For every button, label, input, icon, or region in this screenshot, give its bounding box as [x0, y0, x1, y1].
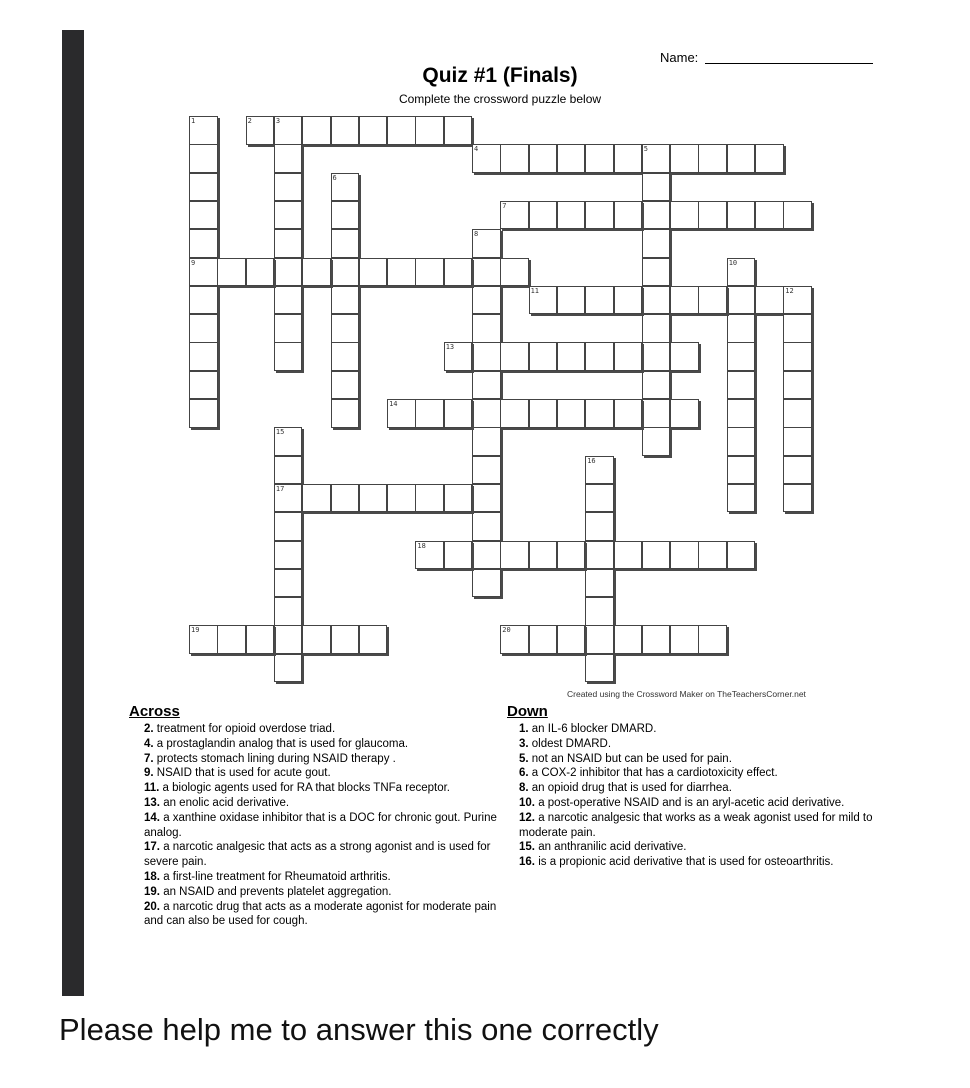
clue-item-number: 7. — [144, 752, 154, 765]
crossword-cell[interactable] — [727, 314, 756, 343]
crossword-cell[interactable] — [331, 399, 360, 428]
page-subtitle: Complete the crossword puzzle below — [398, 92, 602, 106]
crossword-cell[interactable] — [359, 258, 388, 287]
crossword-cell[interactable] — [727, 201, 756, 230]
clue-item — [144, 781, 499, 796]
clue-item-text: an NSAID and prevents platelet aggregation. — [160, 885, 392, 898]
crossword-cell[interactable] — [359, 484, 388, 513]
crossword-cell[interactable] — [387, 258, 416, 287]
down-heading: Down — [507, 703, 548, 720]
crossword-cell[interactable] — [698, 144, 727, 173]
crossword-cell[interactable] — [642, 173, 671, 202]
crossword-cell[interactable] — [500, 258, 529, 287]
crossword-cell[interactable] — [415, 258, 444, 287]
crossword-cell[interactable] — [415, 484, 444, 513]
clue-item-number: 14. — [144, 811, 160, 824]
crossword-cell[interactable] — [585, 569, 614, 598]
clue-item-number: 1. — [519, 723, 529, 735]
crossword-cell[interactable] — [274, 258, 303, 287]
crossword-cell[interactable] — [331, 286, 360, 315]
clue-item-number: 8. — [519, 782, 529, 795]
crossword-cell[interactable] — [698, 541, 727, 570]
clue-item-text: a narcotic analgesic that acts as a strong agonist and is used for severe pain. — [144, 841, 491, 869]
clue-item-text: an opioid drug that is used for diarrhea. — [528, 782, 732, 795]
crossword-cell[interactable] — [359, 116, 388, 145]
clue-item — [519, 855, 874, 870]
clue-number: 14 — [389, 400, 398, 408]
clue-item — [519, 781, 874, 796]
clue-item-number: 2. — [144, 723, 154, 735]
crossword-cell[interactable] — [302, 116, 331, 145]
crossword-cell[interactable] — [331, 173, 360, 202]
crossword-cell[interactable] — [585, 484, 614, 513]
crossword-cell[interactable] — [274, 569, 303, 598]
crossword-cell[interactable] — [274, 342, 303, 371]
crossword-cell[interactable] — [472, 399, 501, 428]
crossword-cell[interactable] — [217, 258, 246, 287]
clue-item-number: 11. — [144, 782, 160, 795]
clue-number: 13 — [445, 343, 455, 352]
clue-item-text: not an NSAID but can be used for pain. — [528, 752, 732, 765]
crossword-cell[interactable] — [331, 201, 360, 230]
crossword-cell[interactable] — [614, 342, 643, 371]
crossword-cell[interactable] — [472, 456, 501, 485]
crossword-cell[interactable] — [529, 625, 558, 654]
crossword-cell[interactable] — [642, 314, 671, 343]
crossword-cell[interactable] — [670, 541, 699, 570]
crossword-cell[interactable] — [500, 625, 529, 654]
crossword-cell[interactable] — [444, 399, 473, 428]
clue-item-number: 17. — [144, 841, 160, 854]
crossword-cell[interactable] — [585, 512, 614, 541]
clue-number: 8 — [474, 230, 479, 239]
crossword-cell[interactable] — [727, 144, 756, 173]
clue-number: 15 — [275, 428, 285, 437]
clue-item-text: an anthranilic acid derivative. — [535, 841, 687, 854]
clue-number: 9 — [191, 258, 196, 267]
crossword-cell[interactable] — [472, 286, 501, 315]
crossword-cell[interactable] — [472, 144, 501, 173]
clue-item — [519, 737, 874, 752]
crossword-cell[interactable] — [274, 201, 303, 230]
crossword-cell[interactable] — [274, 286, 303, 315]
crossword-cell[interactable] — [472, 569, 501, 598]
crossword-cell[interactable] — [472, 427, 501, 456]
crossword-cell[interactable] — [331, 314, 360, 343]
crossword-cell[interactable] — [444, 484, 473, 513]
crossword-cell[interactable] — [472, 484, 501, 513]
crossword-cell[interactable] — [642, 229, 671, 258]
crossword-cell[interactable] — [670, 201, 699, 230]
crossword-cell[interactable] — [529, 201, 558, 230]
clue-item — [144, 870, 499, 885]
clue-item-text: a first-line treatment for Rheumatoid arthritis. — [160, 870, 391, 883]
crossword-cell[interactable] — [274, 512, 303, 541]
clue-number: 18 — [417, 541, 426, 550]
crossword-cell[interactable] — [670, 399, 699, 428]
crossword-cell[interactable] — [246, 258, 275, 287]
crossword-cell[interactable] — [783, 342, 812, 371]
clue-number: 2 — [247, 117, 252, 125]
crossword-cell[interactable] — [585, 456, 614, 485]
clue-item-text: a COX-2 inhibitor that has a cardiotoxicity effect. — [528, 767, 778, 780]
crossword-cell[interactable] — [614, 399, 643, 428]
crossword-cell[interactable] — [642, 201, 671, 230]
crossword-cell[interactable] — [783, 484, 812, 513]
crossword-cell[interactable] — [500, 201, 529, 230]
crossword-cell[interactable] — [755, 286, 784, 315]
crossword-cell[interactable] — [557, 144, 586, 173]
clue-item-text: a narcotic analgesic that works as a weak agonist used for mild to moderate pain. — [519, 811, 873, 839]
crossword-cell[interactable] — [614, 201, 643, 230]
crossword-cell[interactable] — [698, 625, 727, 654]
crossword-cell[interactable] — [472, 314, 501, 343]
clue-item-number: 13. — [144, 796, 160, 809]
clue-item — [144, 900, 499, 930]
clue-number: 12 — [785, 286, 794, 295]
clue-number: 5 — [643, 145, 649, 154]
clue-item — [144, 766, 499, 781]
crossword-cell[interactable] — [585, 654, 614, 683]
crossword-cell[interactable] — [302, 625, 331, 654]
crossword-cell[interactable] — [529, 286, 558, 315]
clue-item-number: 10. — [519, 796, 535, 809]
crossword-cell[interactable] — [444, 342, 473, 371]
clue-item-text: NSAID that is used for acute gout. — [153, 767, 331, 780]
clue-item-text: an enolic acid derivative. — [160, 796, 290, 809]
crossword-cell[interactable] — [274, 173, 303, 202]
clue-item — [519, 722, 874, 737]
crossword-cell[interactable] — [302, 484, 331, 513]
crossword-cell[interactable] — [783, 399, 812, 428]
question-text: Please help me to answer this one correctly — [59, 1012, 659, 1047]
crossword-cell[interactable] — [189, 625, 218, 654]
crossword-cell[interactable] — [444, 258, 473, 287]
crossword-cell[interactable] — [500, 144, 529, 173]
clue-number: 16 — [587, 456, 596, 465]
crossword-cell[interactable] — [783, 314, 812, 343]
crossword-cell[interactable] — [387, 484, 416, 513]
crossword-cell[interactable] — [585, 399, 614, 428]
crossword-cell[interactable] — [302, 258, 331, 287]
crossword-cell[interactable] — [274, 314, 303, 343]
crossword-cell[interactable] — [642, 625, 671, 654]
clue-item-text: a biologic agents used for RA that blocks TNFa receptor. — [159, 782, 450, 795]
crossword-cell[interactable] — [274, 625, 303, 654]
crossword-cell[interactable] — [783, 456, 812, 485]
crossword-cell[interactable] — [472, 371, 501, 400]
crossword-cell[interactable] — [189, 314, 218, 343]
crossword-cell[interactable] — [274, 116, 303, 145]
crossword-cell[interactable] — [274, 484, 303, 513]
crossword-cell[interactable] — [189, 286, 218, 315]
crossword-cell[interactable] — [642, 541, 671, 570]
clue-item — [144, 811, 499, 841]
credit-text: Created using the Crossword Maker on TheTeachersCorner.net — [567, 689, 806, 699]
crossword-cell[interactable] — [189, 173, 218, 202]
crossword-cell[interactable] — [246, 625, 275, 654]
crossword-cell[interactable] — [189, 201, 218, 230]
crossword-cell[interactable] — [585, 342, 614, 371]
clue-number: 7 — [502, 201, 507, 210]
clue-item-number: 15. — [519, 841, 535, 854]
clue-number: 11 — [530, 286, 540, 295]
crossword-cell[interactable] — [614, 286, 643, 315]
crossword-cell[interactable] — [727, 456, 756, 485]
crossword-cell[interactable] — [500, 399, 529, 428]
crossword-cell[interactable] — [670, 286, 699, 315]
clue-number: 17 — [275, 484, 285, 493]
clue-item-text: a xanthine oxidase inhibitor that is a DOC for chronic gout. Purine analog. — [144, 811, 497, 839]
crossword-cell[interactable] — [274, 541, 303, 570]
crossword-cell[interactable] — [585, 286, 614, 315]
clue-item — [519, 796, 874, 811]
crossword-cell[interactable] — [274, 144, 303, 173]
crossword-cell[interactable] — [670, 342, 699, 371]
clue-item-number: 12. — [519, 811, 535, 824]
crossword-cell[interactable] — [783, 371, 812, 400]
crossword-cell[interactable] — [642, 144, 671, 173]
crossword-cell[interactable] — [727, 541, 756, 570]
clue-item-number: 19. — [144, 885, 160, 898]
crossword-cell[interactable] — [444, 116, 473, 145]
crossword-cell[interactable] — [500, 342, 529, 371]
crossword-cell[interactable] — [727, 427, 756, 456]
clue-item-text: a post-operative NSAID and is an aryl-acetic acid derivative. — [535, 796, 845, 809]
crossword-cell[interactable] — [783, 201, 812, 230]
clue-item — [519, 766, 874, 781]
name-label: Name: — [660, 50, 699, 65]
crossword-cell[interactable] — [670, 144, 699, 173]
crossword-cell[interactable] — [472, 342, 501, 371]
clue-number: 3 — [275, 117, 281, 125]
crossword-cell[interactable] — [331, 625, 360, 654]
clue-item-number: 5. — [519, 752, 529, 765]
across-heading: Across — [129, 703, 180, 720]
crossword-cell[interactable] — [274, 654, 303, 683]
crossword-cell[interactable] — [755, 144, 784, 173]
crossword-cell[interactable] — [274, 456, 303, 485]
crossword-cell[interactable] — [472, 258, 501, 287]
crossword-cell[interactable] — [698, 286, 727, 315]
clue-number: 10 — [728, 258, 738, 267]
crossword-cell[interactable] — [189, 144, 218, 173]
crossword-cell[interactable] — [727, 286, 756, 315]
crossword-cell[interactable] — [331, 258, 360, 287]
crossword-cell[interactable] — [246, 116, 275, 145]
crossword-cell[interactable] — [331, 116, 360, 145]
clue-item-text: treatment for opioid overdose triad. — [153, 723, 336, 735]
clue-item-number: 18. — [144, 870, 160, 883]
crossword-cell[interactable] — [189, 399, 218, 428]
crossword-cell[interactable] — [698, 201, 727, 230]
clue-item-text: oldest DMARD. — [528, 737, 612, 750]
crossword-cell[interactable] — [614, 541, 643, 570]
clue-item-text: is a propionic acid derivative that is used for osteoarthritis. — [535, 856, 834, 869]
crossword-cell[interactable] — [274, 427, 303, 456]
clue-item — [519, 840, 874, 855]
crossword-cell[interactable] — [557, 625, 586, 654]
crossword-cell[interactable] — [585, 541, 614, 570]
clue-number: 20 — [502, 626, 511, 635]
crossword-cell[interactable] — [189, 342, 218, 371]
clue-item-number: 16. — [519, 856, 535, 869]
clue-item — [144, 885, 499, 900]
crossword-cell[interactable] — [415, 541, 444, 570]
crossword-cell[interactable] — [614, 625, 643, 654]
crossword-cell[interactable] — [727, 258, 756, 287]
clue-item-number: 4. — [144, 737, 154, 750]
crossword-cell[interactable] — [557, 541, 586, 570]
crossword-cell[interactable] — [529, 144, 558, 173]
crossword-cell[interactable] — [387, 116, 416, 145]
across-clue-list — [144, 722, 499, 929]
crossword-cell[interactable] — [444, 541, 473, 570]
clue-item — [519, 811, 874, 841]
page-title: Quiz #1 (Finals) — [422, 64, 578, 87]
crossword-cell[interactable] — [642, 342, 671, 371]
clue-item-text: a narcotic drug that acts as a moderate agonist for moderate pain and can also be used for cough. — [144, 900, 497, 928]
clue-item — [144, 722, 499, 737]
crossword-cell[interactable] — [274, 597, 303, 626]
crossword-cell[interactable] — [642, 399, 671, 428]
crossword-cell[interactable] — [472, 229, 501, 258]
clue-item-number: 6. — [519, 767, 529, 780]
crossword-cell[interactable] — [529, 541, 558, 570]
clue-number: 19 — [191, 626, 200, 635]
crossword-cell[interactable] — [670, 625, 699, 654]
crossword-cell[interactable] — [727, 484, 756, 513]
crossword-cell[interactable] — [189, 371, 218, 400]
crossword-cell[interactable] — [557, 342, 586, 371]
crossword-cell[interactable] — [642, 427, 671, 456]
crossword-cell[interactable] — [359, 625, 388, 654]
crossword-cell[interactable] — [585, 144, 614, 173]
crossword-cell[interactable] — [331, 484, 360, 513]
clue-item-text: a prostaglandin analog that is used for glaucoma. — [153, 737, 409, 750]
clue-item-text: an IL-6 blocker DMARD. — [528, 723, 657, 735]
crossword-cell[interactable] — [727, 399, 756, 428]
crossword-cell[interactable] — [642, 258, 671, 287]
clue-number: 6 — [332, 173, 337, 182]
crossword-cell[interactable] — [727, 342, 756, 371]
crossword-cell[interactable] — [642, 286, 671, 315]
crossword-cell[interactable] — [557, 286, 586, 315]
crossword-cell[interactable] — [472, 512, 501, 541]
crossword-cell[interactable] — [415, 399, 444, 428]
crossword-cell[interactable] — [557, 399, 586, 428]
crossword-cell[interactable] — [585, 201, 614, 230]
crossword-cell[interactable] — [727, 371, 756, 400]
clue-number: 4 — [474, 145, 479, 154]
crossword-cell[interactable] — [529, 342, 558, 371]
crossword-cell[interactable] — [755, 201, 784, 230]
crossword-cell[interactable] — [387, 399, 416, 428]
clue-number: 1 — [191, 117, 196, 125]
crossword-cell[interactable] — [189, 229, 218, 258]
crossword-cell[interactable] — [472, 541, 501, 570]
crossword-cell[interactable] — [331, 229, 360, 258]
clue-item — [144, 752, 499, 767]
crossword-cell[interactable] — [331, 371, 360, 400]
clue-item-number: 20. — [144, 900, 160, 913]
clue-item-number: 9. — [144, 767, 154, 780]
crossword-cell[interactable] — [585, 597, 614, 626]
clue-item — [144, 840, 499, 870]
clue-item — [144, 737, 499, 752]
crossword-cell[interactable] — [415, 116, 444, 145]
clue-item — [144, 796, 499, 811]
crossword-cell[interactable] — [585, 625, 614, 654]
crossword-cell[interactable] — [274, 229, 303, 258]
crossword-cell[interactable] — [189, 116, 218, 145]
down-clue-list — [519, 722, 874, 870]
crossword-cell[interactable] — [614, 144, 643, 173]
clue-item-number: 3. — [519, 737, 529, 750]
crossword-cell[interactable] — [783, 427, 812, 456]
crossword-cell[interactable] — [189, 258, 218, 287]
crossword-cell[interactable] — [331, 342, 360, 371]
crossword-cell[interactable] — [217, 625, 246, 654]
clue-item-text: protects stomach lining during NSAID therapy . — [153, 752, 396, 765]
clue-item — [519, 752, 874, 767]
crossword-cell[interactable] — [529, 399, 558, 428]
crossword-cell[interactable] — [500, 541, 529, 570]
crossword-cell[interactable] — [783, 286, 812, 315]
crossword-cell[interactable] — [557, 201, 586, 230]
crossword-cell[interactable] — [642, 371, 671, 400]
